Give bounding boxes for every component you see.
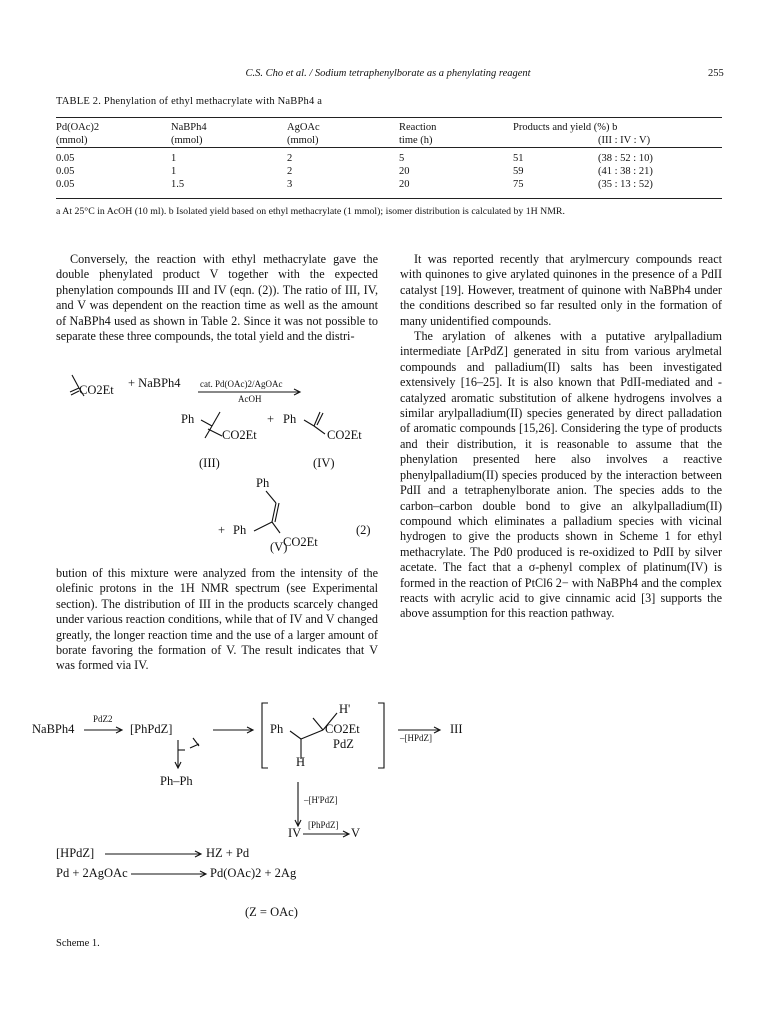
table-header-cell: time (h): [399, 135, 433, 146]
table-header-cell: AgOAc: [287, 122, 320, 133]
scheme-co2et-intermediate: CO2Et: [325, 722, 360, 736]
eqn-reagent: + NaBPh4: [128, 376, 181, 390]
left-paragraph-2: bution of this mixture were analyzed from the intensity of the olefinic protons in the 1H NMR spectrum (see Experimental section). The distribution of III in the products scarcely changed under various reaction conditions, while that of IV and V changed greatly, the longer reaction time and the use of a larger amount of borate favoring the formation of V. The result indicates that V was formed via IV.: [56, 566, 378, 673]
eqn-condition-bottom: AcOH: [238, 394, 262, 404]
table-cell: 51: [513, 153, 524, 164]
table-header-cell: Reaction: [399, 122, 437, 133]
left-paragraph-1: Conversely, the reaction with ethyl methacrylate gave the double phenylated product V together with the expected phenylation compounds III and IV (eqn. (2)). The ratio of III, IV, and V was dependent on the reaction time as well as the amount of NaBPh4 used as shown in Table 2. Since it was not possible to separate these three compounds, the total yield and the distri-: [56, 252, 378, 344]
eqn-co2et-reactant: CO2Et: [79, 383, 114, 397]
table-cell: 75: [513, 179, 524, 190]
eqn-ph-IV: Ph: [283, 412, 297, 426]
table-cell: 1: [171, 153, 177, 164]
table-cell: (35 : 13 : 52): [598, 179, 653, 190]
scheme-caption: Scheme 1.: [56, 938, 100, 949]
scheme-hprime: H': [339, 702, 351, 716]
eqn-number: (2): [356, 523, 371, 537]
scheme-pd-agoac: Pd + 2AgOAc: [56, 866, 128, 880]
eqn-co2et-IV: CO2Et: [327, 428, 362, 442]
table-cell: (38 : 52 : 10): [598, 153, 653, 164]
table-cell: 0.05: [56, 153, 75, 164]
table-cell: 59: [513, 166, 524, 177]
eqn-condition-top: cat. Pd(OAc)2/AgOAc: [200, 379, 283, 389]
table-caption: TABLE 2. Phenylation of ethyl methacrylate with NaBPh4 a: [56, 96, 323, 107]
scheme-hpdz: [HPdZ]: [56, 846, 95, 860]
scheme-IV: IV: [288, 826, 302, 840]
scheme-minus-hprime-pdz: –[H'PdZ]: [304, 795, 338, 805]
running-title: C.S. Cho et al. / Sodium tetraphenylborate as a phenylating reagent: [245, 68, 531, 79]
scheme-phpdz-small: [PhPdZ]: [308, 820, 339, 830]
table-footnote: a At 25°C in AcOH (10 ml). b Isolated yield based on ethyl methacrylate (1 mmol); isomer distribution is calculated by 1H NMR.: [56, 206, 565, 217]
eqn-plus-2: +: [218, 523, 226, 537]
table-header-cell: Products and yield (%) b: [513, 122, 618, 133]
table-cell: 2: [287, 166, 293, 177]
scheme-hz-pd: HZ + Pd: [206, 846, 250, 860]
scheme-nabph4: NaBPh4: [32, 722, 75, 736]
eqn-ph-V: Ph: [233, 523, 247, 537]
table-cell: 1.5: [171, 179, 185, 190]
scheme-h: H: [296, 755, 306, 769]
scheme-pdz2: PdZ2: [93, 714, 113, 724]
label-IV: (IV): [313, 456, 335, 470]
scheme-pdoac-ag: Pd(OAc)2 + 2Ag: [210, 866, 297, 880]
label-III: (III): [199, 456, 220, 470]
scheme-minus-hpdz: –[HPdZ]: [400, 733, 432, 743]
eqn-ph-V-top: Ph: [256, 476, 270, 490]
table-cell: 0.05: [56, 179, 75, 190]
scheme-phph: Ph–Ph: [160, 774, 193, 788]
eqn-plus-1: +: [267, 412, 275, 426]
table-cell: 2: [287, 153, 293, 164]
table-cell: 5: [399, 153, 405, 164]
scheme-V: V: [351, 826, 361, 840]
right-paragraph-2: The arylation of alkenes with a putative arylpalladium intermediate [ArPdZ] generated in situ from various arylmetal compounds and palladium(II) salts has been investigated extensively [16–25]. It is also known that PdII-mediated and -catalyzed aromatic substitution of alkene hydrogens involves a similar arylpalladium(II) species generated by direct palladation of aromatic compounds [15,26]. Considering the type of products and their distribution, it is reasonable to assume that the phenylation presented here also involves a reactive phenylpalladium(II) species produced by the interaction between PdII and a tetraphenylborate anion. The species adds to the carbon–carbon double bond to give an alkylpalladium(II) compound which eliminates a palladium species with vicinal hydrogen to give the products shown in Scheme 1 for ethyl methacrylate. The Pd0 produced is re-oxidized to PdII by silver acetate. The fact that a σ-phenyl complex of platinum(IV) is formed in the reaction of PtCl6 2− with NaBPh4 and the complex reacts with acrylic acid to give cinnamic acid [3] supports the above assumption for this reaction pathway.: [400, 329, 722, 621]
scheme-ph-intermediate: Ph: [270, 722, 284, 736]
table-cell: 0.05: [56, 166, 75, 177]
page-number: 255: [708, 68, 724, 79]
table-header-cell: (III : IV : V): [598, 135, 651, 146]
right-paragraph-1: It was reported recently that arylmercury compounds react with quinones to give arylated quinones in the presence of a PdII catalyst [19]. However, treatment of quinone with NaBPh4 under the conditions described so far resulted only in the formation of many unidentified compounds.: [400, 252, 722, 328]
table-header-cell: Pd(OAc)2: [56, 122, 100, 133]
table-cell: 3: [287, 179, 293, 190]
label-V: (V): [270, 540, 288, 554]
scheme-pdz: PdZ: [333, 737, 354, 751]
scheme-phpdz: [PhPdZ]: [130, 722, 173, 736]
table-header-cell: (mmol): [287, 135, 319, 146]
eqn-ph-III: Ph: [181, 412, 195, 426]
table-cell: 20: [399, 179, 410, 190]
table-cell: (41 : 38 : 21): [598, 166, 653, 177]
table-header-cell: (mmol): [171, 135, 203, 146]
table-cell: 1: [171, 166, 177, 177]
eqn-co2et-V: CO2Et: [283, 535, 318, 549]
scheme-z-note: (Z = OAc): [245, 905, 298, 919]
table-header-cell: (mmol): [56, 135, 88, 146]
scheme-III: III: [450, 722, 463, 736]
eqn-co2et-III: CO2Et: [222, 428, 257, 442]
table-cell: 20: [399, 166, 410, 177]
table-header-cell: NaBPh4: [171, 122, 207, 133]
